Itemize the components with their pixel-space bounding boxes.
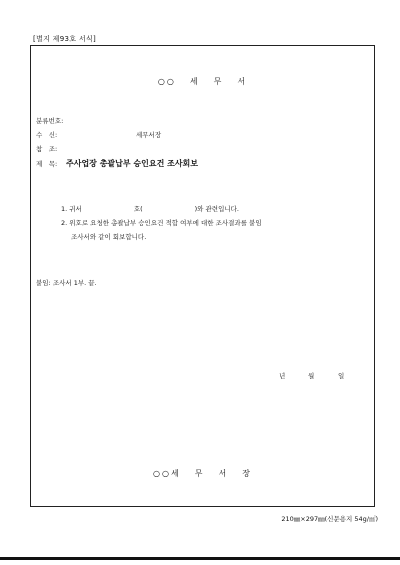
form-number: [별지 제93호 서식] (33, 35, 96, 43)
body-item-2: 2. 위호로 요청한 총괄납부 승인요건 적합 여부에 대한 조사결과를 붙임 (61, 219, 262, 227)
recipient-value: 세무서장 (136, 131, 162, 139)
date-year: 년 (279, 372, 286, 380)
office-title-part: ○○ (157, 77, 176, 86)
recipient-row (36, 130, 161, 139)
office-title-part: 서 (237, 77, 248, 86)
document-frame (30, 45, 375, 507)
body-item-1: 1. 귀서 호( )와 관련입니다. (61, 205, 239, 213)
reference-row (36, 144, 66, 153)
signature-part: ○○세 (153, 469, 181, 478)
office-title (31, 76, 374, 87)
recipient-label: 수 신: (36, 131, 58, 139)
classification-row (36, 116, 63, 125)
bottom-divider (0, 557, 400, 560)
body-item-2-continued: 조사서와 같이 회보합니다. (71, 233, 147, 241)
office-title-part: 무 (213, 77, 224, 86)
signature-part: 서 (218, 469, 229, 478)
signature-part: 무 (194, 469, 205, 478)
attachment-note: 붙임: 조사서 1부. 끝. (36, 279, 97, 287)
subject-label: 제 목: (36, 160, 58, 168)
subject-value: 주사업장 총괄납부 승인요건 조사회보 (66, 159, 199, 168)
date-day: 일 (338, 372, 345, 380)
office-title-part: 세 (189, 77, 200, 86)
subject-row (36, 158, 198, 169)
paper-spec: 210㎜×297㎜(신문용지 54g/㎡) (281, 515, 378, 523)
classification-label: 분류번호: (36, 117, 64, 125)
signature-part: 장 (242, 469, 252, 478)
date-month: 월 (308, 372, 315, 380)
reference-label: 참 조: (36, 145, 58, 153)
signature (31, 468, 374, 479)
